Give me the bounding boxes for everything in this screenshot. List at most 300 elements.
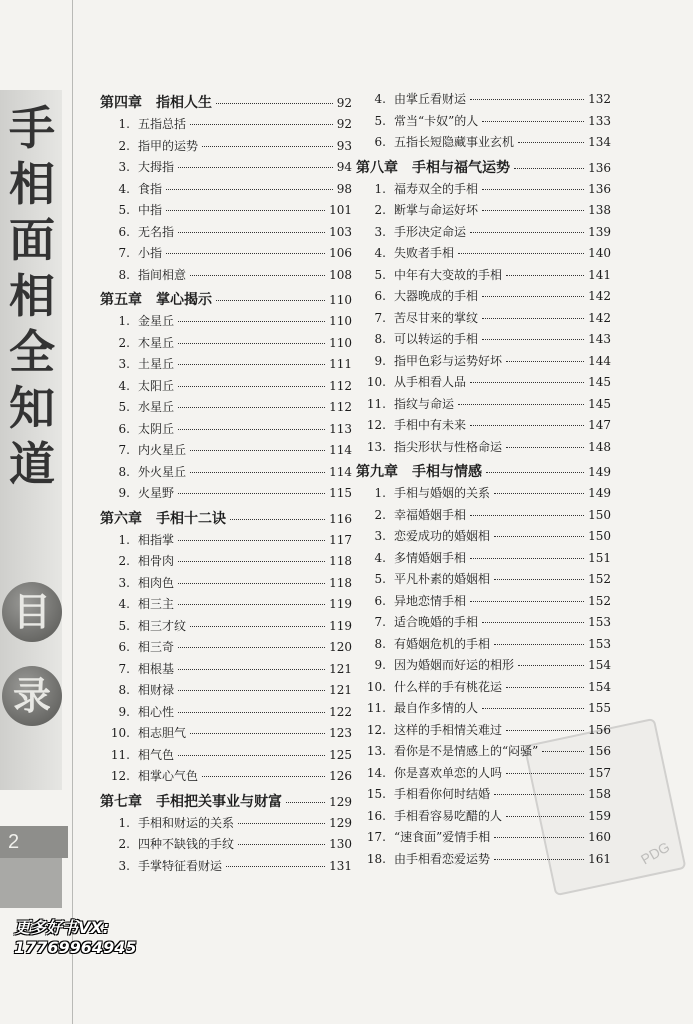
page-ref: 118 [329,575,352,590]
entry-number: 4. [374,92,386,106]
page-ref: 154 [588,679,611,694]
page-ref: 108 [329,267,352,282]
entry-number: 9. [374,353,386,368]
page-ref: 92 [336,117,352,131]
entry-number: 9. [118,704,130,719]
dot-leader [458,404,584,405]
title-char: 面 [9,213,55,267]
entry-title: 相根基 [138,661,175,676]
dot-leader [178,604,325,605]
page-ref: 129 [329,815,352,830]
chapter-title: 手相十二诀 [156,510,226,527]
dot-leader [486,472,584,473]
entry-number: 1. [118,532,130,547]
entry-title: 中指 [138,203,163,217]
entry-title: 由手相看恋爱运势 [394,851,491,866]
page-ref: 147 [588,418,611,432]
entry-number: 2. [374,203,386,217]
entry-number: 3. [118,858,130,873]
entry-title: 土星丘 [138,357,175,371]
entry-title: 恋爱成功的婚姻相 [394,529,491,543]
dot-leader [178,669,325,670]
entry-title: 有婚姻危机的手相 [394,636,491,651]
page-ref: 110 [329,293,352,307]
entry-title: 手相中有未来 [394,418,467,432]
dot-leader [166,210,325,211]
entry-title: 从手相看人品 [394,375,467,389]
title-char: 全 [9,325,55,379]
page-ref: 154 [588,658,611,672]
page-ref: 110 [329,314,352,328]
toc-entry [100,377,352,399]
toc-entry [100,595,352,617]
dot-leader [482,318,584,319]
toc-entry [100,638,352,660]
dot-leader [506,361,584,362]
toc-entry [100,531,352,553]
page-ref: 131 [329,858,352,873]
page-ref: 141 [588,267,611,282]
entry-title: 你是喜欢单恋的人吗 [394,765,503,780]
toc-chapter-heading [100,508,352,531]
dot-leader [494,536,584,537]
entry-number: 9. [118,486,130,500]
toc-entry [100,703,352,725]
entry-number: 4. [118,181,130,196]
dot-leader [506,773,584,774]
entry-title: 手相看容易吃醋的人 [394,808,503,823]
entry-number: 3. [118,357,130,371]
entry-number: 5. [118,400,130,414]
entry-title: 手掌特征看财运 [138,858,223,873]
entry-number: 7. [118,443,130,457]
entry-title: 相志胆气 [138,726,187,740]
page-ref: 101 [329,203,352,217]
entry-number: 2. [118,837,130,851]
entry-number: 6. [374,135,386,149]
dot-leader [178,647,325,648]
entry-number: 2. [118,554,130,568]
page-ref: 103 [329,224,352,239]
toc-entry [356,180,611,202]
entry-title: 中年有大变故的手相 [394,267,503,282]
chapter-title: 手相与福气运势 [412,159,510,176]
entry-title: 指甲的运势 [138,138,199,153]
dot-leader [166,253,325,254]
entry-title: 什么样的手有桃花运 [394,679,503,694]
page-ref: 160 [588,830,611,844]
page-ref: 142 [588,310,611,325]
page-ref: 120 [329,640,352,654]
dot-leader [458,253,584,254]
page-ref: 148 [588,439,611,454]
entry-number: 5. [118,618,130,633]
toc-entry [356,244,611,266]
toc-entry [100,660,352,682]
dot-leader [506,447,584,448]
entry-number: 3. [118,160,130,174]
page-ref: 161 [588,851,611,866]
dot-leader [494,579,584,580]
entry-number: 12. [366,722,386,737]
toc-chapter-heading [100,289,352,312]
entry-title: 手相与婚姻的关系 [394,486,491,500]
dot-leader [216,103,333,104]
toc-entry [100,857,352,879]
entry-number: 10. [110,726,130,740]
entry-title: 指甲色彩与运势好坏 [394,353,503,368]
entry-number: 8. [118,267,130,282]
dot-leader [506,687,584,688]
toc-entry [356,330,611,352]
entry-title: 手相看你何时结婚 [394,787,491,801]
entry-title: 常当“卡奴”的人 [394,113,479,128]
page-ref: 123 [329,726,352,740]
entry-number: 7. [374,310,386,325]
entry-title: 相肉色 [138,575,175,590]
toc-chapter-heading [100,791,352,814]
entry-title: 相指掌 [138,532,175,547]
entry-title: 火星野 [138,486,175,500]
page-ref: 94 [336,160,352,174]
dot-leader [238,844,325,845]
page-ref: 126 [329,769,352,783]
toc-chapter-heading [356,157,611,180]
dot-leader [190,733,325,734]
entry-title: 平凡朴素的婚姻相 [394,572,491,586]
entry-title: 指间相意 [138,267,187,282]
entry-title: “速食面”爱情手相 [394,830,491,844]
dot-leader [178,493,325,494]
dot-leader [506,816,584,817]
dot-leader [482,189,584,190]
toc-entry [356,678,611,700]
page-ref: 157 [588,765,611,780]
toc-entry [100,617,352,639]
entry-number: 15. [366,787,386,801]
page-ref: 152 [588,572,611,586]
entry-number: 8. [118,464,130,479]
entry-number: 14. [366,765,386,780]
entry-number: 2. [118,335,130,350]
entry-title: 太阴丘 [138,421,175,436]
dot-leader [482,339,584,340]
toc-entry [100,463,352,485]
toc-entry [356,785,611,807]
entry-title: 相三主 [138,597,175,611]
toc-entry [100,681,352,703]
dot-leader [470,99,584,100]
dot-leader [470,601,584,602]
entry-number: 1. [374,486,386,500]
entry-title: 福寿双全的手相 [394,181,479,196]
entry-number: 3. [374,529,386,543]
page-ref: 149 [588,486,611,500]
entry-number: 1. [118,117,130,131]
entry-number: 11. [366,396,386,411]
dot-leader [178,343,325,344]
footer-band [0,858,62,908]
dot-leader [178,386,325,387]
toc-entry [356,484,611,506]
dot-leader [178,167,333,168]
toc-entry [100,158,352,180]
page-ref: 112 [329,378,352,393]
dot-leader [482,622,584,623]
entry-title: 内火星丘 [138,443,187,457]
page-ref: 145 [588,375,611,389]
entry-title: 小指 [138,246,163,260]
toc-badge-lu: 录 [2,666,62,726]
toc-entry [100,137,352,159]
page-ref: 114 [329,464,352,479]
dot-leader [178,690,325,691]
entry-number: 12. [366,418,386,432]
page-ref: 152 [588,593,611,608]
entry-title: 食指 [138,181,163,196]
page-ref: 110 [329,335,352,350]
toc-entry [100,835,352,857]
title-char: 相 [9,269,55,323]
dot-leader [190,275,325,276]
book-spine-margin [0,0,76,1024]
page-ref: 134 [588,135,611,149]
page-ref: 149 [588,465,611,479]
entry-title: 由掌丘看财运 [394,92,467,106]
entry-number: 4. [118,378,130,393]
dot-leader [178,407,325,408]
entry-title: 外火星丘 [138,464,187,479]
dot-leader [190,450,325,451]
dot-leader [518,142,584,143]
page-ref: 112 [329,400,352,414]
dot-leader [178,755,325,756]
page-ref: 116 [329,511,352,526]
entry-number: 17. [366,830,386,844]
title-char: 相 [9,157,55,211]
toc-badge-mu: 目 [2,582,62,642]
title-char: 道 [9,437,55,491]
entry-title: 指尖形状与性格命运 [394,439,503,454]
watermark-line-2: 17769964945 [14,938,137,957]
toc-entry [356,850,611,872]
page-ref: 155 [588,701,611,715]
seal-label: PDG [638,838,673,868]
page-ref: 130 [329,837,352,851]
dot-leader [482,296,584,297]
chapter-number: 第六章 [100,510,142,527]
entry-number: 10. [366,679,386,694]
dot-leader [506,730,584,731]
page-ref: 138 [588,203,611,217]
entry-title: 相三奇 [138,640,175,654]
dot-leader [178,364,325,365]
entry-number: 5. [374,113,386,128]
dot-leader [190,124,333,125]
spine-divider [72,0,73,1024]
entry-number: 8. [118,683,130,697]
title-char: 知 [9,381,55,435]
entry-title: 大器晚成的手相 [394,289,479,303]
entry-title: 相掌心气色 [138,769,199,783]
page-ref: 117 [329,532,352,547]
entry-number: 5. [118,203,130,217]
page-ref: 115 [329,486,352,500]
toc-entry [100,724,352,746]
entry-title: 水星丘 [138,400,175,414]
toc-entry [100,180,352,202]
entry-number: 6. [374,593,386,608]
dot-leader [190,472,325,473]
toc-entry [100,244,352,266]
entry-title: 木星丘 [138,335,175,350]
entry-title: 异地恋情手相 [394,593,467,608]
entry-number: 1. [118,314,130,328]
page-ref: 114 [329,443,352,457]
dot-leader [482,121,584,122]
entry-number: 11. [366,701,386,715]
dot-leader [494,794,584,795]
toc-entry [356,438,611,460]
dot-leader [470,425,584,426]
toc-entry [356,721,611,743]
entry-title: 苦尽甘来的掌纹 [394,310,479,325]
entry-title: 相心性 [138,704,175,719]
page-ref: 139 [588,224,611,239]
chapter-title: 掌心揭示 [156,292,212,308]
entry-number: 12. [110,769,130,783]
toc-entry [100,266,352,288]
dot-leader [202,146,333,147]
entry-title: 大拇指 [138,160,175,174]
dot-leader [470,382,584,383]
dot-leader [178,712,325,713]
dot-leader [470,515,584,516]
dot-leader [506,275,584,276]
entry-number: 11. [110,747,130,762]
toc-entry [356,287,611,309]
toc-entry [356,592,611,614]
dot-leader [482,708,584,709]
dot-leader [514,168,584,169]
entry-number: 4. [374,550,386,565]
entry-title: 五指总括 [138,117,187,131]
dot-leader [494,644,584,645]
page-ref: 136 [588,160,611,175]
page-ref: 158 [588,787,611,801]
entry-number: 4. [118,597,130,611]
page-ref: 132 [588,92,611,106]
entry-number: 13. [366,439,386,454]
page-ref: 156 [588,722,611,737]
toc-column-left [100,90,352,878]
toc-entry [100,223,352,245]
dot-leader [470,232,584,233]
entry-title: 适合晚婚的手相 [394,615,479,629]
entry-title: 四种不缺钱的手纹 [138,837,235,851]
toc-entry [356,266,611,288]
toc-entry [356,90,611,112]
page-ref: 106 [329,246,352,260]
page-ref: 144 [588,353,611,368]
page-ref: 113 [329,421,352,436]
page-ref: 142 [588,289,611,303]
entry-number: 7. [118,661,130,676]
entry-title: 幸福婚姻手相 [394,507,467,522]
entry-title: 看你是不是情感上的“闷骚” [394,744,539,758]
entry-number: 3. [118,575,130,590]
dot-leader [190,626,325,627]
entry-title: 太阳丘 [138,378,175,393]
dot-leader [238,823,325,824]
dot-leader [226,866,325,867]
entry-title: 指纹与命运 [394,396,455,411]
toc-entry [356,201,611,223]
dot-leader [178,540,325,541]
toc-entry [356,549,611,571]
chapter-number: 第五章 [100,292,142,308]
toc-entry [356,635,611,657]
dot-leader [286,802,325,803]
page-ref: 153 [588,636,611,651]
toc-entry [100,746,352,768]
entry-title: 手形决定命运 [394,224,467,239]
page-ref: 133 [588,113,611,128]
page-ref: 119 [329,597,352,611]
page-ref: 118 [329,554,352,568]
dot-leader [494,859,584,860]
entry-title: 无名指 [138,224,175,239]
toc-entry [100,312,352,334]
entry-title: 失败者手相 [394,246,455,260]
entry-title: 最自作多情的人 [394,701,479,715]
page-ref: 136 [588,181,611,196]
toc-entry [100,334,352,356]
dot-leader [202,776,325,777]
toc-entry [356,570,611,592]
page-ref: 145 [588,396,611,411]
page-ref: 121 [329,661,352,676]
page-ref: 122 [329,704,352,719]
page-ref: 153 [588,615,611,629]
dot-leader [178,583,325,584]
chapter-number: 第七章 [100,793,142,810]
entry-number: 7. [118,246,130,260]
dot-leader [542,751,584,752]
watermark-line-1: 更多好书VX: [14,918,110,937]
toc-entry [356,527,611,549]
entry-number: 9. [374,658,386,672]
page-ref: 92 [336,96,352,110]
entry-title: 相财禄 [138,683,175,697]
toc-entry [100,398,352,420]
toc-entry [356,112,611,134]
toc-entry [100,574,352,596]
page-ref: 121 [329,683,352,697]
page-ref: 150 [588,529,611,543]
entry-number: 6. [374,289,386,303]
title-char: 手 [9,101,55,155]
watermark-text [14,918,136,958]
toc-entry [356,613,611,635]
book-title-vertical [4,100,60,492]
page-ref: 150 [588,507,611,522]
entry-title: 金星丘 [138,314,175,328]
toc-entry [356,395,611,417]
dot-leader [216,300,325,301]
entry-number: 16. [366,808,386,823]
toc-entry [356,764,611,786]
